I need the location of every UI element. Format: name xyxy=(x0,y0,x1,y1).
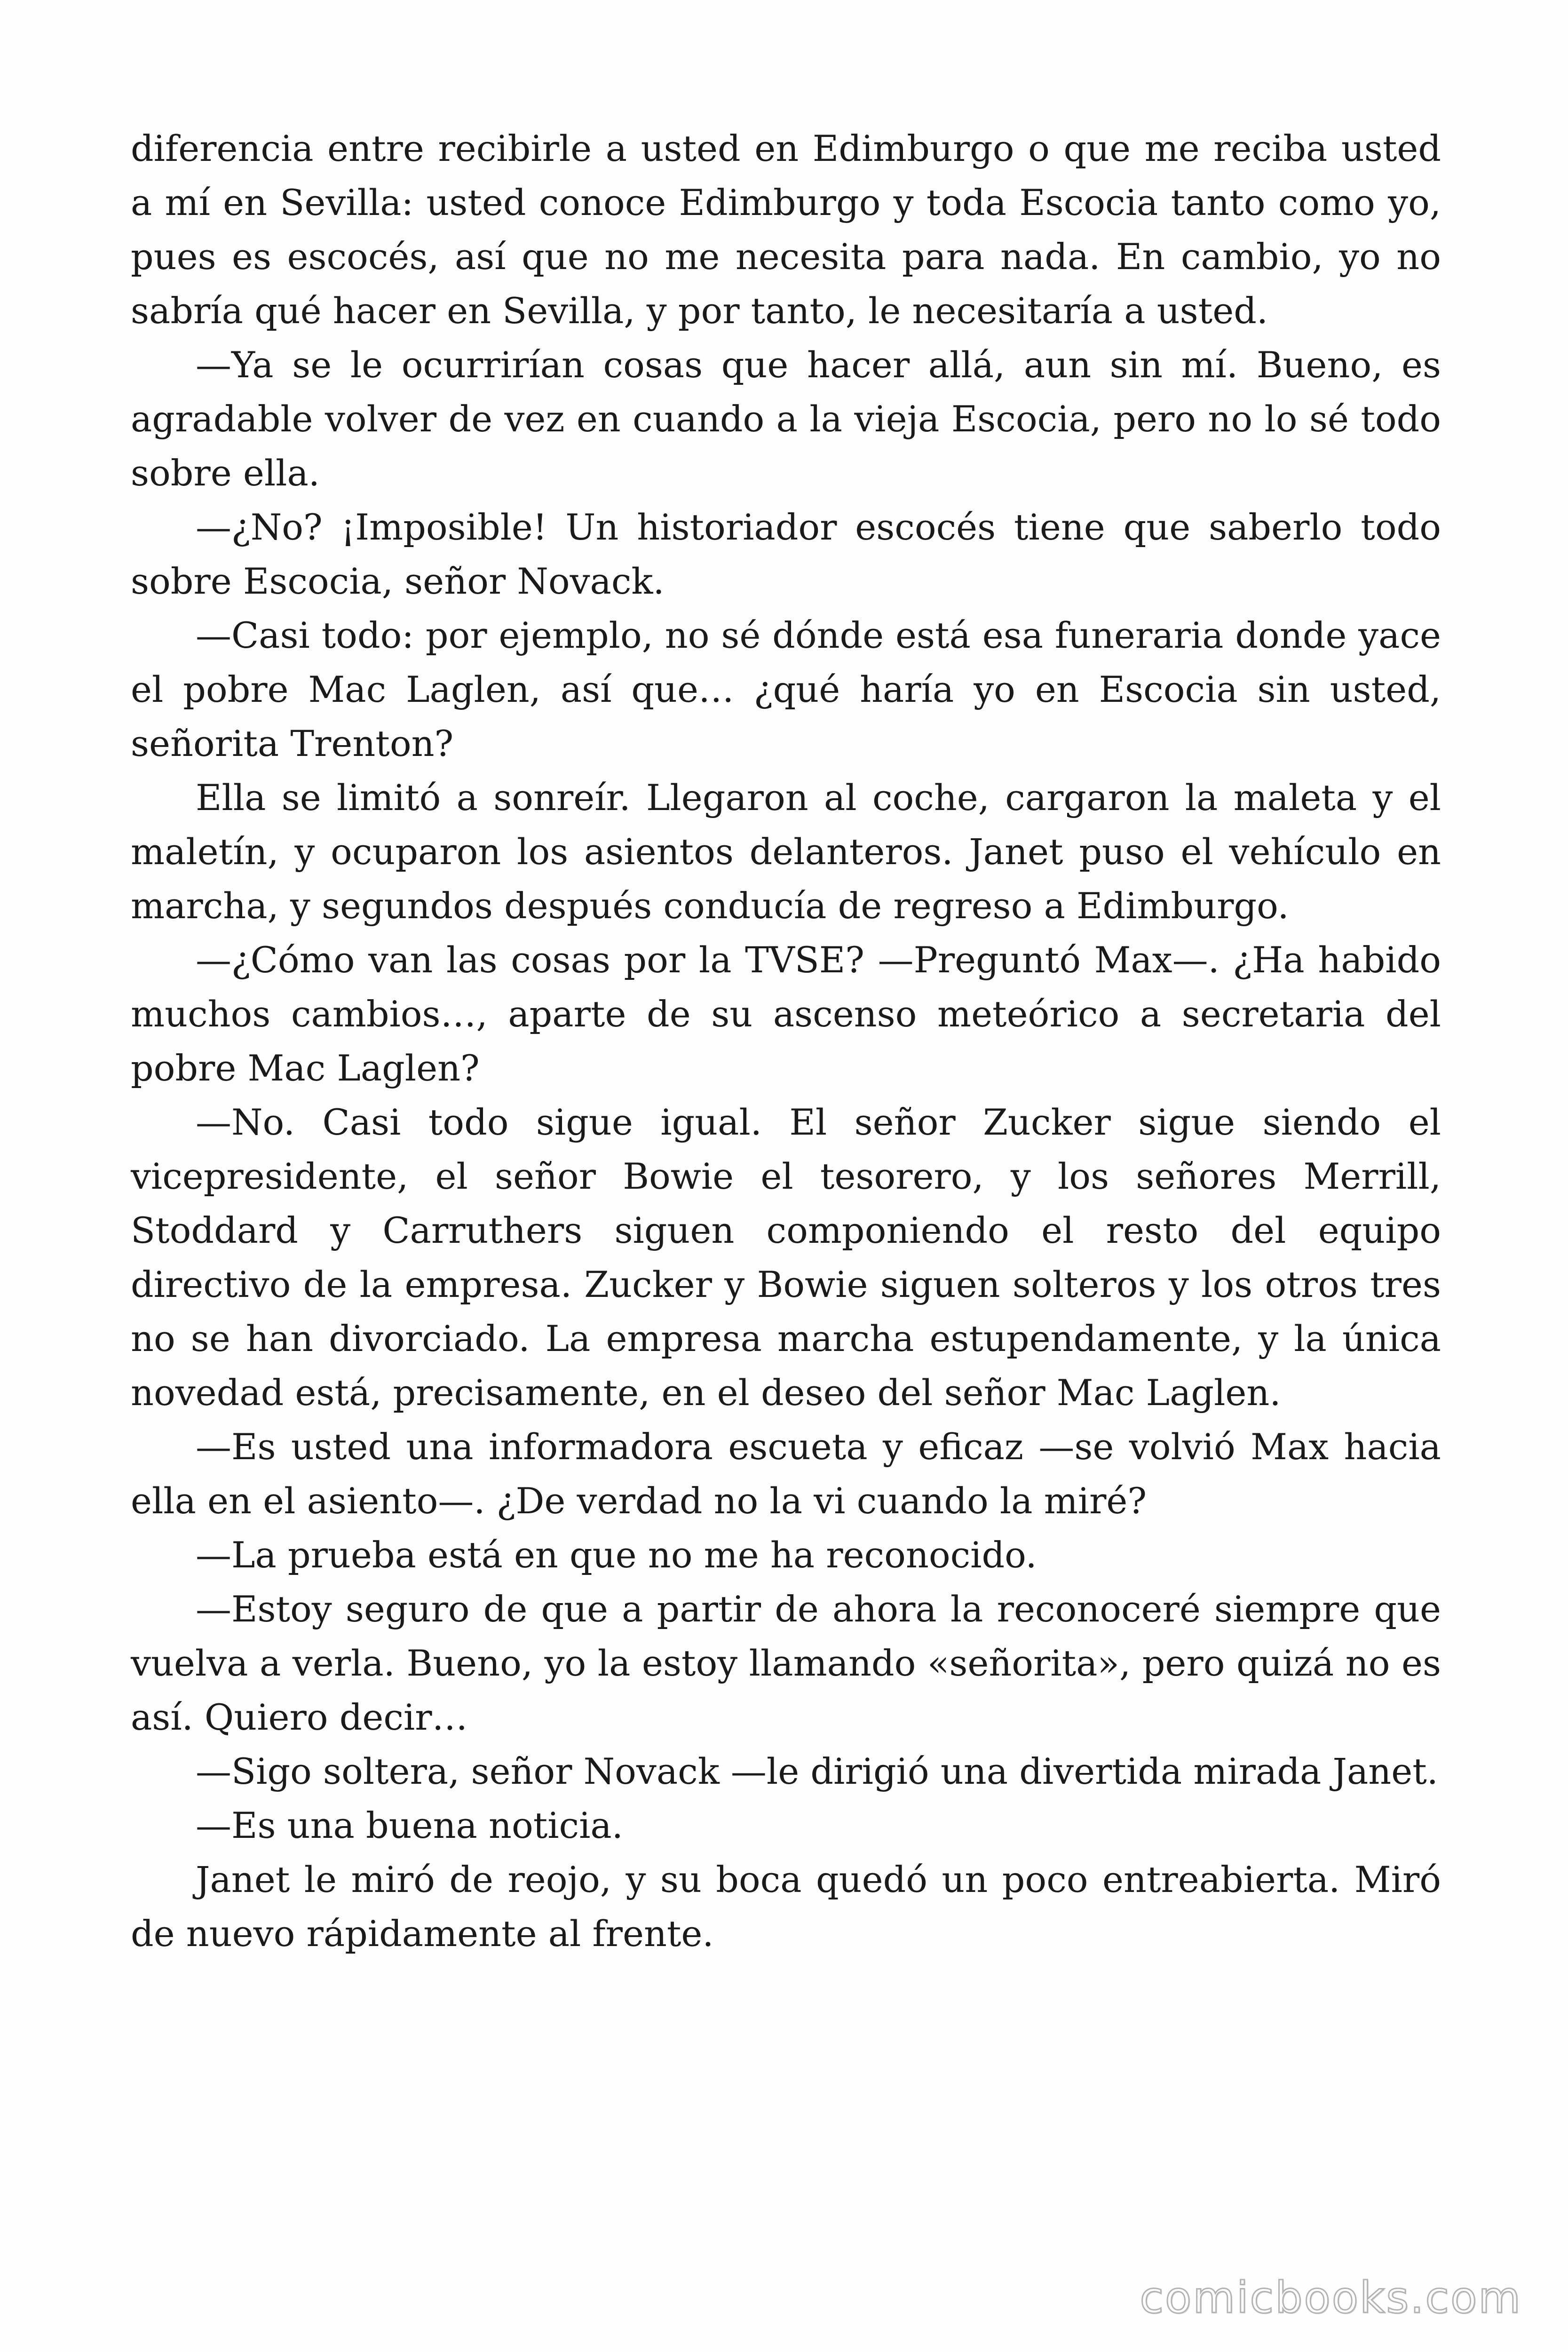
paragraph-13: Janet le miró de reojo, y su boca quedó un poco entreabierta. Miró de nuevo rápidamente al frente. xyxy=(131,1859,1441,1955)
paragraph-5: Ella se limitó a sonreír. Llegaron al coche, cargaron la maleta y el maletín, y ocuparon los asientos delanteros. Janet puso el vehículo en marcha, y segundos después conducía de regreso a Edimburgo. xyxy=(131,777,1441,927)
paragraph-7: —No. Casi todo sigue igual. El señor Zucker sigue siendo el vicepresidente, el señor Bowie el tesorero, y los señores Merrill, Stoddard y Carruthers siguen componiendo el resto del equipo directivo de la empresa. Zucker y Bowie siguen solteros y los otros tres no se han divorciado. La empresa marcha estupendamente, y la única novedad está, precisamente, en el deseo del señor Mac Laglen. xyxy=(131,1101,1441,1414)
paragraph-2: —Ya se le ocurrirían cosas que hacer allá, aun sin mí. Bueno, es agradable volver de vez en cuando a la vieja Escocia, pero no lo sé todo sobre ella. xyxy=(131,344,1441,494)
watermark: comicbooks.com xyxy=(1140,2273,1522,2323)
paragraph-12: —Es una buena noticia. xyxy=(196,1804,623,1846)
paragraph-9: —La prueba está en que no me ha reconocido. xyxy=(196,1534,1037,1576)
paragraph-10: —Estoy seguro de que a partir de ahora la reconoceré siempre que vuelva a verla. Bueno, yo la estoy llamando «señorita», pero quizá no es así. Quiero decir… xyxy=(131,1588,1441,1738)
paragraph-11: —Sigo soltera, señor Novack —le dirigió una divertida mirada Janet. xyxy=(196,1750,1438,1792)
paragraph-6: —¿Cómo van las cosas por la TVSE? —Preguntó Max—. ¿Ha habido muchos cambios…, aparte de su ascenso meteórico a secretaria del pobre Mac Laglen? xyxy=(131,939,1441,1089)
paragraph-4: —Casi todo: por ejemplo, no sé dónde está esa funeraria donde yace el pobre Mac Laglen, así que… ¿qué haría yo en Escocia sin usted, señorita Trenton? xyxy=(131,614,1441,764)
body-text xyxy=(131,121,1441,1961)
paragraph-8: —Es usted una informadora escueta y eficaz —se volvió Max hacia ella en el asiento—. ¿De verdad no la vi cuando la miré? xyxy=(131,1426,1441,1522)
paragraph-1: diferencia entre recibirle a usted en Edimburgo o que me reciba usted a mí en Sevilla: usted conoce Edimburgo y toda Escocia tanto como yo, pues es escocés, así que no me necesita para nada. En cambio, yo no sabría qué hacer en Sevilla, y por tanto, le necesitaría a usted. xyxy=(131,127,1441,332)
paragraph-3: —¿No? ¡Imposible! Un historiador escocés tiene que saberlo todo sobre Escocia, señor Novack. xyxy=(131,506,1441,602)
